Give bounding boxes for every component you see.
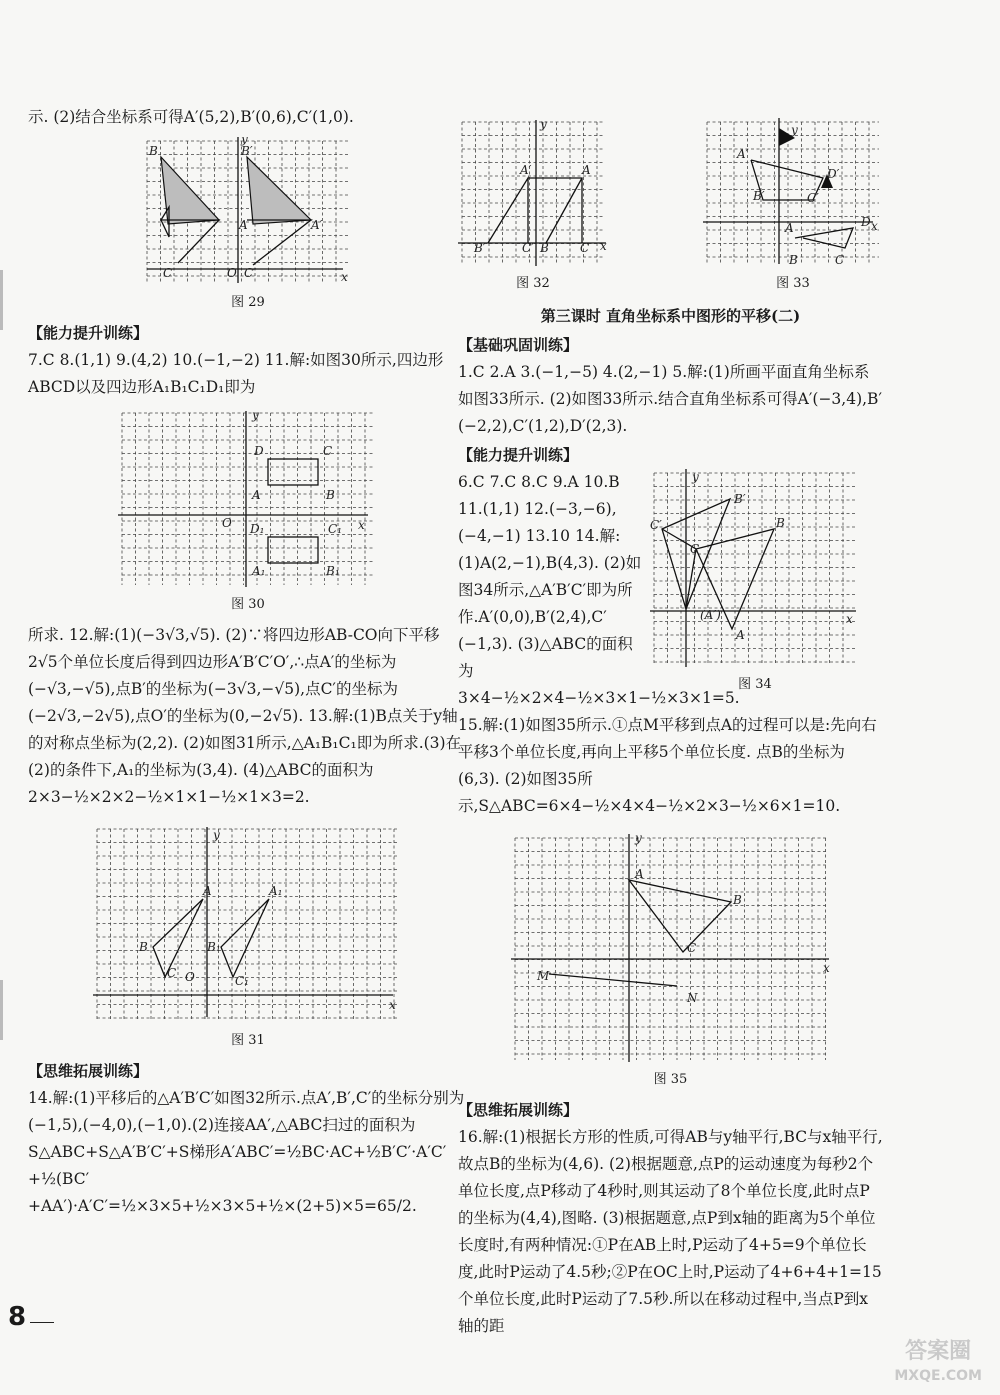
grid xyxy=(515,838,827,1060)
svg-text:x: x xyxy=(358,518,365,532)
svg-text:B′: B′ xyxy=(753,189,765,203)
svg-text:A: A xyxy=(252,488,261,502)
figure-29 xyxy=(143,137,353,287)
binding-mark xyxy=(0,980,3,1040)
svg-text:C: C xyxy=(686,941,696,955)
svg-text:B′: B′ xyxy=(241,144,253,158)
svg-text:x: x xyxy=(822,961,830,975)
svg-text:A: A xyxy=(582,163,591,177)
svg-text:A: A xyxy=(634,867,644,881)
watermark-title: 答案圈 xyxy=(905,1339,972,1364)
paragraph: 1.C 2.A 3.(−1,−5) 4.(2,−1) 5.解:(1)所画平面直角坐标系如图33所示. (2)如图33所示.结合直角坐标系可得A′(−3,4),B′(−2,2),C′(1,2),D′(2,3). xyxy=(458,363,882,435)
page-number: 8 xyxy=(8,1302,27,1332)
svg-text:C: C xyxy=(167,966,177,980)
svg-text:C: C xyxy=(690,542,700,556)
right-column xyxy=(458,0,883,1340)
paragraph: 14.解:(1)平移后的△A′B′C′如图32所示.点A′,B′,C′的坐标分别为(−1,5),(−4,0),(−1,0).(2)连接AA′,△ABC扫过的面积为S△ABC+S△A′B′C′+S梯形A′ABC′=½BC·AC+½B′C′·A′C′+½(BC′+AA′)·A′C′=½×3×5+½×3×5+½×(2+5)×5=65/2. xyxy=(28,1089,465,1215)
figure-31 xyxy=(93,825,403,1025)
svg-text:C′: C′ xyxy=(650,518,662,532)
paragraph: 示. (2)结合坐标系可得A′(5,2),B′(0,6),C′(1,0). xyxy=(28,108,354,126)
svg-text:C′: C′ xyxy=(244,266,256,280)
paragraph: 所求. 12.解:(1)(−3√3,√5). (2)∵将四边形AB-CO向下平移2√5个单位长度后得到四边形A′B′C′O′,∴点A′的坐标为(−√3,−√5),点B′的坐标为(−3√3,−√5),点C′的坐标为(−2√3,−2√5),点O′的坐标为(0,−2√5). 13.解:(1)B点关于y轴的对称点坐标为(2,2). (2)如图31所示,△A₁B₁C₁即为所求.(3)在(2)的条件下,A₁的坐标为(3,4). (4)△ABC的面积为2×3−½×2×2−½×1×1−½×1×3=2. xyxy=(28,626,462,806)
section-heading: 【能力提升训练】 xyxy=(28,324,149,342)
svg-text:x: x xyxy=(389,998,396,1012)
figure-caption: 图 35 xyxy=(653,1072,688,1087)
grid xyxy=(97,829,399,1021)
figure-caption: 图 32 xyxy=(516,276,550,291)
figure-34 xyxy=(650,469,860,669)
svg-text:C: C xyxy=(323,444,333,458)
left-column xyxy=(28,0,468,1220)
svg-text:C′: C′ xyxy=(807,191,819,205)
lesson-title: 第三课时 直角坐标系中图形的平移(二) xyxy=(540,307,801,325)
svg-text:D₁: D₁ xyxy=(250,522,265,536)
svg-text:x: x xyxy=(846,612,853,626)
svg-text:B: B xyxy=(149,144,158,158)
svg-text:D: D xyxy=(254,444,264,458)
svg-text:A′: A′ xyxy=(520,163,532,177)
svg-text:A′: A′ xyxy=(737,147,749,161)
svg-text:C₁: C₁ xyxy=(328,522,342,536)
svg-text:C: C xyxy=(163,266,173,280)
figure-30 xyxy=(118,409,378,589)
paragraph: 7.C 8.(1,1) 9.(4,2) 10.(−1,−2) 11.解:如图30所示,四边形ABCD以及四边形A₁B₁C₁D₁即为 xyxy=(28,351,444,396)
figure-caption: 图 33 xyxy=(776,276,810,291)
svg-text:y: y xyxy=(213,828,220,842)
svg-text:D: D xyxy=(861,215,871,229)
svg-text:B₁: B₁ xyxy=(207,940,221,954)
svg-text:x: x xyxy=(600,239,607,253)
figure-caption: 图 34 xyxy=(738,677,772,692)
svg-text:C′: C′ xyxy=(522,241,534,255)
svg-text:x: x xyxy=(341,270,348,284)
svg-text:B: B xyxy=(540,241,549,255)
svg-text:(A′): (A′) xyxy=(700,608,721,622)
svg-text:C: C xyxy=(835,253,845,267)
grid xyxy=(654,473,856,665)
figure-32 xyxy=(458,118,608,268)
section-heading: 【思维拓展训练】 xyxy=(28,1062,149,1080)
svg-text:B: B xyxy=(776,516,785,530)
svg-text:O: O xyxy=(185,970,195,984)
svg-text:A: A xyxy=(785,221,794,235)
section-heading: 【基础巩固训练】 xyxy=(458,336,579,354)
figure-caption: 图 29 xyxy=(231,295,265,310)
svg-text:A: A xyxy=(736,628,745,642)
svg-text:x: x xyxy=(871,219,878,233)
svg-text:B: B xyxy=(326,488,335,502)
figure-caption: 图 31 xyxy=(231,1033,265,1048)
page-number-rule xyxy=(30,1322,54,1323)
svg-text:y: y xyxy=(692,470,699,484)
svg-text:B₁: B₁ xyxy=(326,564,340,578)
svg-text:A: A xyxy=(203,884,212,898)
svg-text:B′: B′ xyxy=(474,241,486,255)
svg-text:y: y xyxy=(540,118,547,131)
svg-text:B: B xyxy=(789,253,798,267)
svg-text:C₁: C₁ xyxy=(235,974,249,988)
svg-text:y: y xyxy=(634,834,642,845)
svg-text:C: C xyxy=(580,241,590,255)
svg-text:A₁: A₁ xyxy=(269,884,283,898)
svg-text:M: M xyxy=(536,969,549,983)
svg-text:A: A xyxy=(239,218,248,232)
figure-caption: 图 30 xyxy=(231,597,265,612)
svg-text:D′: D′ xyxy=(827,167,840,181)
svg-text:B: B xyxy=(139,940,148,954)
binding-mark xyxy=(0,270,3,330)
svg-text:y: y xyxy=(252,409,259,422)
figure-33 xyxy=(703,118,883,268)
section-heading: 【能力提升训练】 xyxy=(458,446,579,464)
paragraph: 16.解:(1)根据长方形的性质,可得AB与y轴平行,BC与x轴平行,故点B的坐标为(4,6). (2)根据题意,点P的运动速度为每秒2个单位长度,点P移动了4秒时,则其运动了8个单位长度,此时点P的坐标为(4,4),图略. (3)根据题意,点P到x轴的距离为5个单位长度时,有两种情况:①P在AB上时,P运动了4+5=9个单位长度,此时P运动了4.5秒;②P在OC上时,P运动了4+6+4+1=15个单位长度,此时P运动了7.5秒.所以在移动过程中,当点P到x轴的距 xyxy=(458,1128,883,1335)
svg-text:y: y xyxy=(241,137,248,146)
svg-text:A₁: A₁ xyxy=(252,564,266,578)
svg-text:O: O xyxy=(222,516,232,530)
figure-35 xyxy=(511,834,831,1064)
section-heading: 【思维拓展训练】 xyxy=(458,1101,579,1119)
watermark-url: MXQE.COM xyxy=(894,1368,982,1384)
grid xyxy=(122,413,374,585)
svg-text:A′: A′ xyxy=(311,218,323,232)
svg-text:B: B xyxy=(732,893,742,907)
svg-text:O: O xyxy=(227,266,237,280)
svg-text:y: y xyxy=(791,123,798,137)
svg-text:N: N xyxy=(686,991,697,1005)
paragraph: 6.C 7.C 8.C 9.A 10.B 11.(1,1) 12.(−3,−6),(−4,−1) 13.10 14.解:(1)A(2,−1),B(4,3). (2)如图34所示,△A′B′C′即为所作.A′(0,0),B′(2,4),C′(−1,3). (3)△ABC的面积为3×4−½×2×4−½×3×1−½×3×1=5. xyxy=(458,473,740,707)
watermark xyxy=(894,1340,982,1388)
svg-text:B′: B′ xyxy=(734,492,746,506)
paragraph: 15.解:(1)如图35所示.①点M平移到点A的过程可以是:先向右平移3个单位长度,再向上平移5个单位长度. 点B的坐标为(6,3). (2)如图35所示,S△ABC=6×4−½×4×4−½×2×3−½×6×1=10. xyxy=(458,716,877,815)
grid xyxy=(707,122,879,264)
